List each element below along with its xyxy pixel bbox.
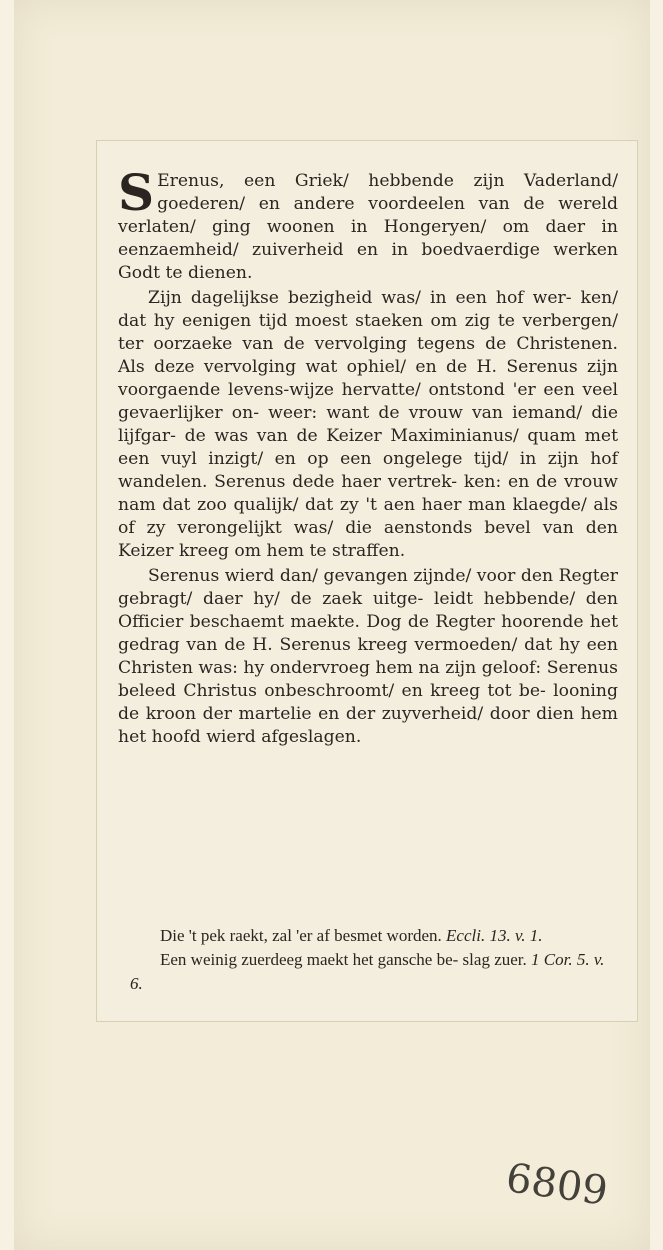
handwritten-inventory-number: 6809 [503,1155,611,1215]
paragraph-3: Serenus wierd dan/ gevangen zijnde/ voor den Regter gebragt/ daer hy/ de zaek uitge- leidt hebbende/ den Officier beschaemt maekte. Dog de Regter hoorende het gedrag van de H. Serenus kreeg vermoeden/ dat hy een Christen was: hy ondervroeg hem na zijn geloof: Serenus beleed Christus onbeschroomt/ en kreeg tot be- looning de kroon der martelie en der zuyverheid/ door dien hem het hoofd wierd afgeslagen. [118,566,618,747]
quote-2-text: Een weinig zuerdeeg maekt het gansche be- slag zuer. [160,950,527,969]
scripture-quotes [130,924,616,996]
paragraph-1 [118,163,618,285]
main-text-block [118,163,618,749]
quote-1-text: Die 't pek raekt, zal 'er af besmet worden. [160,926,442,945]
paragraph-2: Zijn dagelijkse bezigheid was/ in een hof wer- ken/ dat hy eenigen tijd moest staeken om zig te verbergen/ ter oorzaeke van de vervolging tegens de Christenen. Als deze vervolging wat ophiel/ en de H. Serenus zijn voorgaende levens-wijze hervatte/ ontstond 'er een veel gevaerlijker on- weer: want de vrouw van iemand/ die lijfgar- de was van de Keizer Maximinianus/ quam met een vuyl inzigt/ en op een ongelege tijd/ in zijn hof wandelen. Serenus dede haer vertrek- ken: en de vrouw nam dat zoo qualijk/ dat zy 't aen haer man klaegde/ als of zy verongelijkt was/ die aenstonds bevel van den Keizer kreeg om hem te straffen. [118,288,618,561]
drop-cap: S [118,163,155,222]
quote-2-reference: 1 Cor. 5. v. 6. [130,950,605,993]
quote-2 [130,948,616,996]
paragraph-1-text: Erenus, een Griek/ hebbende zijn Vaderland/ goederen/ en andere voordeelen van de wereld verlaten/ ging woonen in Hongeryen/ om daer in eenzaemheid/ zuiverheid en in boedvaerdige werken Godt te dienen. [118,171,618,283]
quote-1-reference: Eccli. 13. v. 1. [446,926,543,945]
quote-1 [130,924,616,948]
